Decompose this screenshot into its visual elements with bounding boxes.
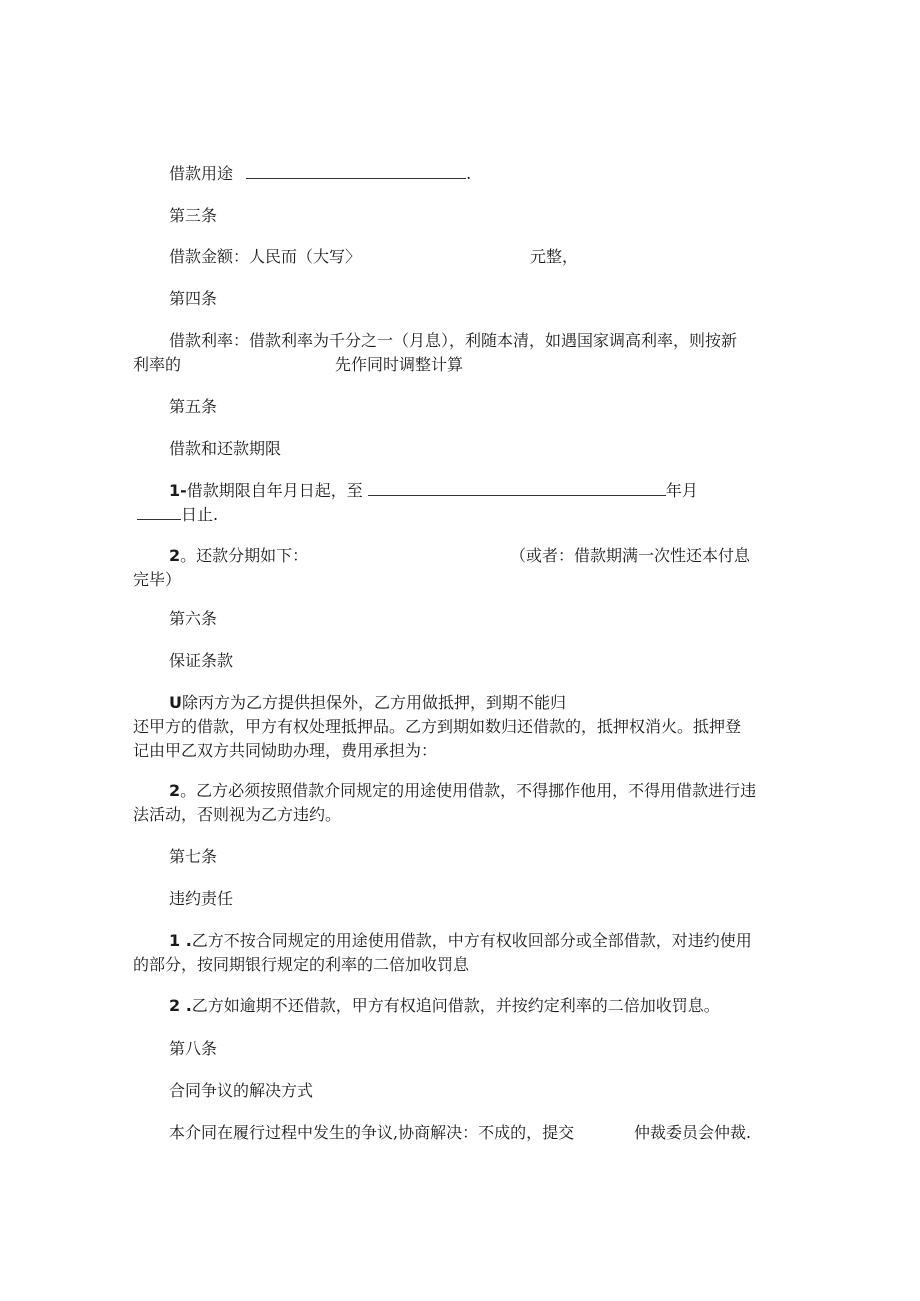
term-day-blank xyxy=(137,505,181,520)
guarantee-item-2 xyxy=(169,781,756,801)
interest-rate-line-1: 借款利率：借款利率为千分之一（月息），利随本清，如遇国家调高利率，则按新 xyxy=(169,331,738,350)
guarantee-item-1-number: U xyxy=(169,693,182,712)
article-8-heading: 合同争议的解决方式 xyxy=(169,1081,314,1100)
breach-item-1-number: 1 . xyxy=(169,931,192,950)
loan-purpose-blank xyxy=(246,164,466,179)
breach-item-2 xyxy=(169,996,720,1016)
loan-amount-label: 借款金额：人民而（大写〉 xyxy=(169,247,362,266)
repayment-item-2-text: 。还款分期如下： xyxy=(180,546,309,565)
guarantee-item-2-line-1: 。乙方必须按照借款介同规定的用途使用借款，不得挪作他用，不得用借款进行违 xyxy=(180,781,757,800)
breach-item-2-line-1: 乙方如逾期不还借款，甲方有权追问借款，并按约定利率的二倍加收罚息。 xyxy=(191,996,720,1015)
loan-purpose-end: . xyxy=(466,164,472,183)
article-6-title: 第六条 xyxy=(169,609,218,628)
breach-item-2-number: 2 . xyxy=(169,996,192,1015)
loan-amount-line xyxy=(169,247,579,267)
article-3-title: 第三条 xyxy=(169,206,218,225)
breach-item-1-line-2: 的部分，按同期银行规定的利率的二倍加收罚息 xyxy=(133,955,470,974)
article-5-title: 第五条 xyxy=(169,397,218,416)
article-8-title: 第八条 xyxy=(169,1039,218,1058)
article-5-heading: 借款和还款期限 xyxy=(169,439,282,458)
article-7-title: 第七条 xyxy=(169,847,218,866)
repayment-alt: （或者：借款期满一次性还本付息 xyxy=(510,546,751,565)
repayment-item-2-number: 2 xyxy=(169,546,181,565)
guarantee-item-2-line-2: 法活动，否则视为乙方违约。 xyxy=(133,805,342,824)
repayment-line-2: 完毕） xyxy=(133,570,182,589)
guarantee-item-1-line-3: 记由甲乙双方共同恸助办理，费用承担为： xyxy=(133,741,438,760)
dispute-resolution-text-b: 仲裁委员会仲裁. xyxy=(634,1123,752,1142)
article-6-heading: 保证条款 xyxy=(169,651,234,670)
guarantee-item-1-line-1: 除丙方为乙方提供担保外，乙方用做抵押，到期不能归 xyxy=(182,693,567,712)
term-item-1-line-2-text: 日止. xyxy=(181,505,219,524)
loan-amount-end: 元整， xyxy=(530,247,579,266)
term-item-1-end: 年月 xyxy=(665,481,698,500)
term-item-1-text: 借款期限自年月日起，至 xyxy=(186,481,363,500)
term-item-1 xyxy=(169,481,698,501)
repayment-item-2 xyxy=(169,546,308,566)
article-7-heading: 违约责任 xyxy=(169,889,234,908)
interest-rate-line-2b: 先作同时调整计算 xyxy=(335,355,464,374)
interest-rate-line-2a: 利率的 xyxy=(133,355,182,374)
loan-purpose-line xyxy=(169,164,471,184)
breach-item-1 xyxy=(169,931,752,951)
guarantee-item-1 xyxy=(169,693,566,713)
loan-purpose-label: 借款用途 xyxy=(169,164,234,183)
article-4-title: 第四条 xyxy=(169,289,218,308)
term-end-date-blank xyxy=(368,481,666,496)
guarantee-item-2-number: 2 xyxy=(169,781,181,800)
term-item-1-line-2 xyxy=(137,505,218,525)
guarantee-item-1-line-2: 还甲方的借款，甲方有权处理抵押品。乙方到期如数归还借款的，抵押权消火。抵押登 xyxy=(133,717,742,736)
term-item-1-number: 1- xyxy=(169,481,187,500)
dispute-resolution-text-a: 本介同在履行过程中发生的争议,协商解决：不成的，提交 xyxy=(169,1123,575,1142)
breach-item-1-line-1: 乙方不按合同规定的用途使用借款，中方有权收回部分或全部借款，对违约使用 xyxy=(191,931,752,950)
